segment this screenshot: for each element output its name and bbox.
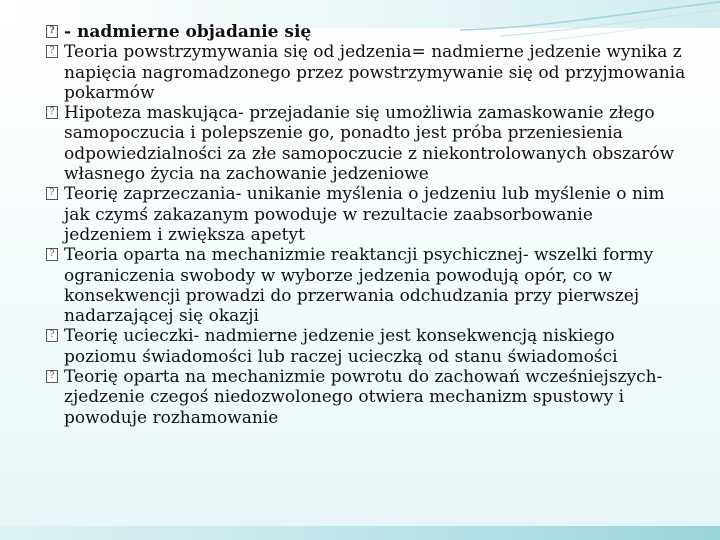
- list-item: [46, 103, 686, 184]
- bullet-icon: ?: [46, 25, 58, 38]
- list-item: [46, 42, 686, 103]
- bullet-icon: ?: [46, 106, 58, 119]
- list-item-text: Teorię zaprzeczania- unikanie myślenia o jedzeniu lub myślenie o nim jak czymś zakazanym powoduje w rezultacie zaabsorbowanie jedzeniem i zwiększa apetyt: [64, 184, 665, 245]
- bottom-decoration-band: [0, 526, 720, 540]
- bullet-icon: ?: [46, 248, 58, 261]
- list-item-text: Teorię ucieczki- nadmierne jedzenie jest konsekwencją niskiego poziomu świadomości lub raczej ucieczką od stanu świadomości: [64, 326, 618, 367]
- list-item-text: Teoria powstrzymywania się od jedzenia= nadmierne jedzenie wynika z napięcia nagromadzonego przez powstrzymywanie się od przyjmowania pokarmów: [64, 42, 686, 103]
- list-item-text: Hipoteza maskująca- przejadanie się umożliwia zamaskowanie złego samopoczucia i polepszenie go, ponadto jest próba przeniesienia odpowiedzialności za złe samopoczucie z niekontrolowanych obszarów własnego życia na zachowanie jedzeniowe: [64, 103, 675, 185]
- slide-title: [46, 22, 686, 42]
- list-item: [46, 367, 686, 428]
- slide-content: [46, 22, 686, 428]
- list-item: [46, 326, 686, 367]
- bullet-icon: ?: [46, 370, 58, 383]
- list-item-text: Teoria oparta na mechanizmie reaktancji psychicznej- wszelki formy ograniczenia swobody w wyborze jedzenia powodują opór, co w konsekwencji prowadzi do przerwania odchudzania przy pierwszej nadarzającej się okazji: [64, 245, 654, 327]
- bullet-icon: ?: [46, 45, 58, 58]
- list-item: [46, 245, 686, 326]
- bullet-icon: ?: [46, 329, 58, 342]
- list-item-text: Teorię oparta na mechanizmie powrotu do zachowań wcześniejszych- zjedzenie czegoś niedozwolonego otwiera mechanizm spustowy i powoduje rozhamowanie: [64, 367, 663, 428]
- list-item: [46, 184, 686, 245]
- bullet-icon: ?: [46, 187, 58, 200]
- title-text: - nadmierne objadanie się: [64, 22, 312, 42]
